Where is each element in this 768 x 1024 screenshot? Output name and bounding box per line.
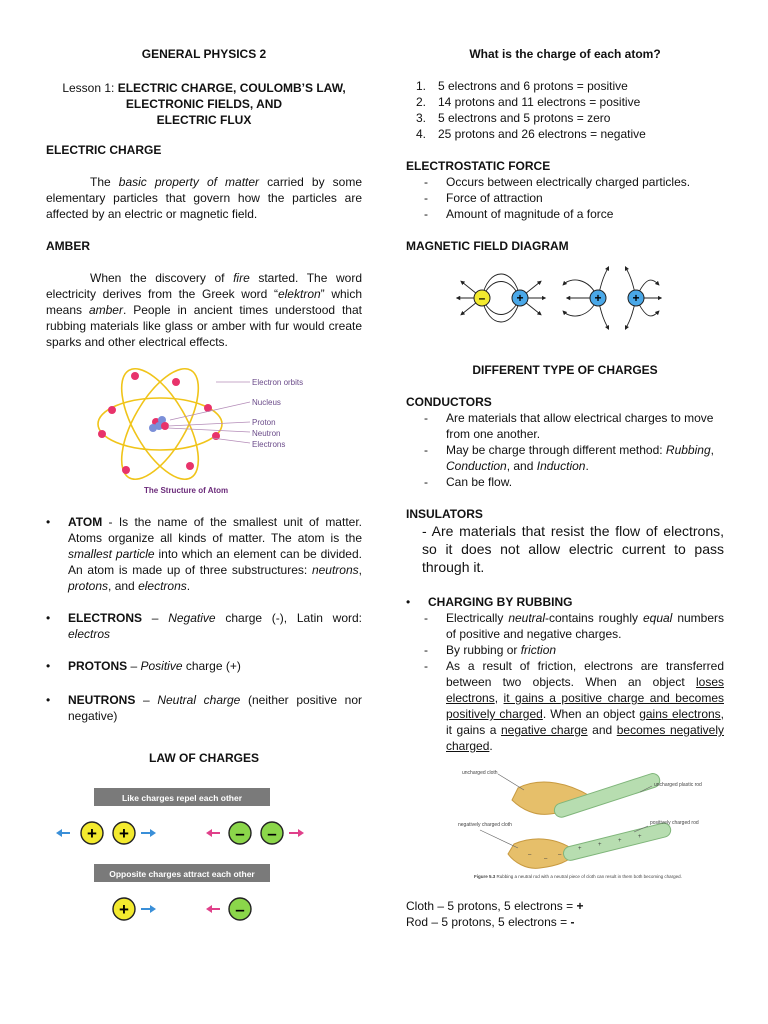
- text: , it gains a: [446, 707, 725, 737]
- text-underlined: negative charge: [501, 723, 588, 737]
- like-charges-label: Like charges repel each other: [122, 793, 242, 803]
- text: into which an element can be divided. An atom is made up of three substructures:: [68, 547, 362, 577]
- electric-charge-paragraph: [46, 174, 362, 222]
- text-italic: neutral: [508, 611, 546, 625]
- answer-list: [406, 78, 724, 142]
- caption-bold: Figure 5.3: [474, 874, 496, 879]
- svg-text:+: +: [618, 838, 622, 844]
- svg-text:+: +: [598, 842, 602, 848]
- text: May be charge through different method:: [446, 443, 666, 457]
- text-italic: basic property of matter: [118, 175, 260, 189]
- text: ” which means: [46, 287, 362, 317]
- list-item: [406, 94, 724, 110]
- plus-sign: +: [594, 291, 602, 305]
- label-electron-orbits: Electron orbits: [252, 378, 304, 387]
- bullet-electrons: [46, 610, 362, 642]
- text: The: [90, 175, 119, 189]
- text: ,: [358, 563, 362, 577]
- lesson-prefix: Lesson 1:: [62, 81, 118, 95]
- bullet-dot: •: [46, 693, 51, 707]
- law-of-charges-figure: [46, 784, 362, 934]
- text: charge (-), Latin word:: [215, 611, 363, 625]
- text: numbers of positive and negative charges.: [446, 611, 725, 641]
- rubbing-heading: CHARGING BY RUBBING: [428, 595, 573, 609]
- bullet-dot: •: [46, 659, 51, 673]
- plus-charge-icon: [81, 822, 103, 844]
- rod-sign: -: [570, 915, 575, 929]
- minus-sign: –: [267, 824, 277, 843]
- list-item: [406, 442, 724, 474]
- plus-charge-icon: [113, 898, 135, 920]
- lesson-line1: ELECTRIC CHARGE, COULOMB’S LAW,: [117, 81, 346, 95]
- list-item: [406, 78, 724, 94]
- text: (neither positive nor negative): [68, 693, 362, 723]
- text-italic: Neutral charge: [157, 693, 241, 707]
- text-italic: electrons: [138, 579, 187, 593]
- list-item: - Are materials that allow electrical charges to move from one another.: [406, 410, 724, 442]
- conductors-list: [406, 410, 724, 490]
- nucleus-icon: [149, 416, 169, 432]
- label-uncharged-rod: uncharged plastic rod: [654, 782, 702, 788]
- figure-caption: The Structure of Atom: [144, 486, 229, 495]
- label-electrons: Electrons: [252, 440, 286, 449]
- types-heading: DIFFERENT TYPE OF CHARGES: [472, 363, 658, 377]
- text: Rod – 5 protons, 5 electrons =: [406, 915, 571, 929]
- text-italic: smallest particle: [68, 547, 155, 561]
- conductors-heading: CONDUCTORS: [406, 395, 492, 409]
- text-italic: Rubbing: [665, 443, 711, 457]
- bullet-atom: [46, 514, 362, 594]
- text: –: [135, 693, 158, 707]
- minus-charge-icon: [229, 898, 251, 920]
- list-item: [406, 126, 724, 142]
- magnetic-heading: MAGNETIC FIELD DIAGRAM: [406, 239, 569, 253]
- charging-by-rubbing-figure: [452, 766, 722, 884]
- svg-text:+: +: [638, 834, 642, 840]
- lesson-title: [46, 80, 362, 128]
- item-text: 25 protons and 26 electrons = negative: [438, 127, 646, 141]
- text-underlined: becomes negatively charged: [446, 723, 724, 753]
- text-underlined: it gains a positive charge and becomes positively charged: [446, 691, 724, 721]
- term: PROTONS: [68, 659, 128, 673]
- electrostatic-heading: ELECTROSTATIC FORCE: [406, 159, 551, 173]
- text-underlined: gains electrons: [639, 707, 721, 721]
- text: When the discovery of: [90, 271, 234, 285]
- plus-charge-icon: [113, 822, 135, 844]
- text-italic: Induction: [536, 459, 586, 473]
- cloth-sign: +: [576, 899, 584, 913]
- text: By rubbing or: [446, 643, 521, 657]
- minus-sign: –: [235, 824, 245, 843]
- arrow-left-icon: [206, 829, 220, 837]
- text: . When an object: [542, 707, 640, 721]
- plus-sign: +: [632, 291, 640, 305]
- label-uncharged-cloth: uncharged cloth: [462, 770, 498, 776]
- text: - Is the name of the smallest unit of matter. Atoms organize all kinds of matter. The atom is the: [68, 515, 362, 545]
- field-lines-left: [458, 274, 544, 322]
- label-positively-charged-rod: positively charged rod: [650, 820, 699, 826]
- insulators-heading: INSULATORS: [406, 507, 483, 521]
- text-italic: protons: [68, 579, 109, 593]
- list-item: - Force of attraction: [406, 190, 724, 206]
- course-title: GENERAL PHYSICS 2: [141, 47, 267, 61]
- caption-text: Rubbing a neutral rod with a neutral piece of cloth can result in them both becoming charged.: [496, 874, 682, 879]
- insulators-text: - Are materials that resist the flow of electrons, so it does not allow electric current to pass through it.: [422, 523, 724, 575]
- label-nucleus: Nucleus: [252, 398, 281, 407]
- positive-charge-icon: [512, 290, 528, 306]
- bullet-dot: •: [46, 611, 51, 625]
- bullet-neutrons: [46, 692, 362, 724]
- item-number: 1.: [416, 79, 427, 93]
- cloth-line: [406, 898, 724, 914]
- list-item: [406, 110, 724, 126]
- text-italic: neutrons: [311, 563, 359, 577]
- minus-charge-icon: [229, 822, 251, 844]
- svg-text:–: –: [544, 856, 548, 862]
- lesson-line2: ELECTRONIC FIELDS, AND: [125, 97, 283, 111]
- term: ATOM: [68, 515, 103, 529]
- list-item: [406, 642, 724, 658]
- term: ELECTRONS: [68, 611, 143, 625]
- figure-caption: [474, 874, 682, 879]
- item-number: 4.: [416, 127, 427, 141]
- text-italic: Negative: [168, 611, 216, 625]
- label-negatively-charged-cloth: negatively charged cloth: [458, 822, 512, 828]
- text: –: [142, 611, 169, 625]
- law-of-charges-heading: LAW OF CHARGES: [149, 751, 259, 765]
- text: started. The word electricity derives from the Greek word “: [46, 271, 362, 301]
- text-italic: fire: [233, 271, 250, 285]
- text: and: [587, 723, 617, 737]
- text-italic: Conduction: [446, 459, 507, 473]
- text-underlined: loses electrons: [446, 675, 724, 705]
- question-heading: What is the charge of each atom?: [469, 47, 661, 61]
- text-italic: electros: [68, 627, 111, 641]
- bullet-protons: [46, 658, 362, 674]
- item-text: 5 electrons and 5 protons = zero: [438, 111, 611, 125]
- minus-sign: –: [478, 291, 486, 305]
- text: .: [489, 739, 493, 753]
- positive-charge-icon: [590, 290, 606, 306]
- label-proton: Proton: [252, 418, 276, 427]
- opposite-charges-label: Opposite charges attract each other: [109, 869, 255, 879]
- positive-charge-icon: [628, 290, 644, 306]
- text-italic: friction: [520, 643, 557, 657]
- amber-heading: AMBER: [46, 239, 90, 253]
- minus-sign: –: [235, 900, 245, 919]
- negative-charge-icon: [474, 290, 490, 306]
- arrow-right-icon: [141, 829, 156, 837]
- plus-sign: +: [516, 291, 524, 305]
- rubbing-list: [406, 610, 724, 754]
- text-italic: amber: [88, 303, 123, 317]
- text: ,: [710, 443, 714, 457]
- text-italic: equal: [642, 611, 673, 625]
- text-italic: elektron: [277, 287, 321, 301]
- bullet-charging-by-rubbing: [406, 594, 724, 610]
- amber-paragraph: [46, 270, 362, 350]
- text: Cloth – 5 protons, 5 electrons =: [406, 899, 577, 913]
- svg-text:+: +: [578, 846, 582, 852]
- text-italic: Positive: [140, 659, 183, 673]
- text: .: [186, 579, 191, 593]
- term: NEUTRONS: [68, 693, 136, 707]
- label-neutron: Neutron: [252, 429, 281, 438]
- text: . People in ancient times understood that rubbing materials like glass or amber with fur would create sparks and other electrical effects.: [46, 303, 362, 349]
- lesson-line3: ELECTRIC FLUX: [156, 113, 252, 127]
- list-item: [406, 610, 724, 642]
- plus-sign: +: [119, 824, 129, 843]
- minus-charge-icon: [261, 822, 283, 844]
- item-number: 3.: [416, 111, 427, 125]
- list-item: [406, 658, 724, 754]
- bullet-dot: •: [406, 595, 411, 609]
- text: ,: [494, 691, 504, 705]
- plus-sign: +: [87, 824, 97, 843]
- list-item: - Amount of magnitude of a force: [406, 206, 724, 222]
- text: carried by some elementary particles that govern how the particles are affected by an electric or magnetic field.: [46, 175, 362, 221]
- arrow-right-icon: [289, 829, 304, 837]
- text: As a result of friction, electrons are transferred between two objects. When an object: [446, 659, 724, 689]
- electric-charge-heading: ELECTRIC CHARGE: [46, 143, 162, 157]
- magnetic-field-diagram: [452, 264, 662, 332]
- plus-sign: +: [119, 900, 129, 919]
- text: , and: [506, 459, 537, 473]
- list-item: - Occurs between electrically charged particles.: [406, 174, 724, 190]
- text: charge (+): [182, 659, 241, 673]
- atom-structure-figure: [90, 366, 310, 496]
- item-number: 2.: [416, 95, 427, 109]
- svg-text:–: –: [558, 852, 562, 858]
- text: -contains roughly: [545, 611, 643, 625]
- text: –: [127, 659, 141, 673]
- text: .: [585, 459, 589, 473]
- text: , and: [108, 579, 139, 593]
- field-lines-right: [564, 268, 660, 328]
- electrostatic-list: [406, 174, 724, 222]
- arrow-right-icon: [141, 905, 156, 913]
- list-item: - Can be flow.: [406, 474, 724, 490]
- item-text: 5 electrons and 6 protons = positive: [438, 79, 628, 93]
- svg-text:–: –: [528, 852, 532, 858]
- rod-line: [406, 914, 724, 930]
- item-text: 14 protons and 11 electrons = positive: [438, 95, 641, 109]
- text: Electrically: [446, 611, 509, 625]
- arrow-left-icon: [206, 905, 220, 913]
- arrow-left-icon: [56, 829, 70, 837]
- bullet-dot: •: [46, 515, 51, 529]
